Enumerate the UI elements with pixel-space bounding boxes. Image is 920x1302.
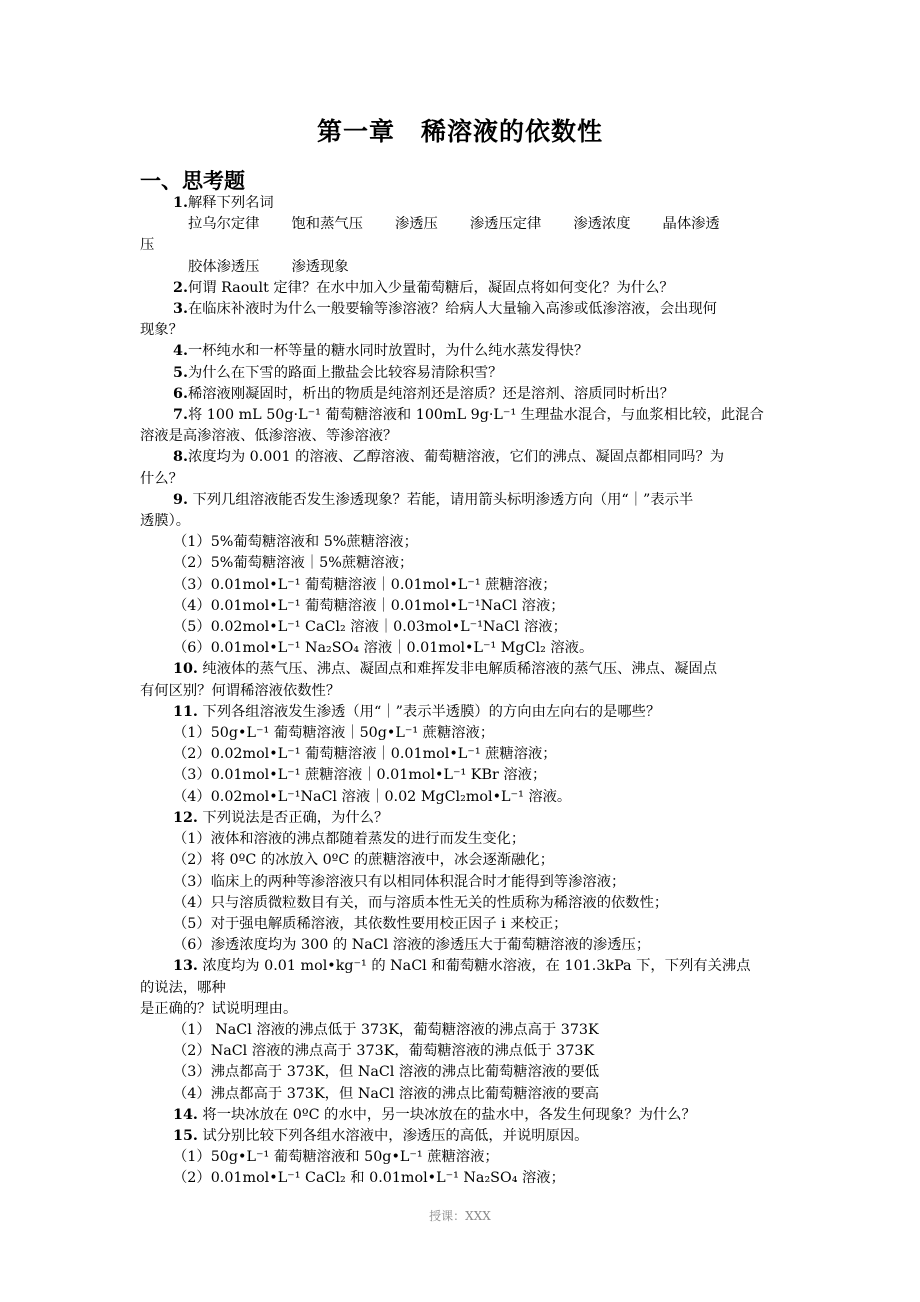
question-text: 何谓 Raoult 定律？在水中加入少量葡萄糖后，凝固点将如何变化？为什么？ <box>187 279 674 296</box>
question-4 <box>140 341 784 362</box>
question-text: 下列说法是否正确，为什么？ <box>197 809 389 826</box>
sub-item: （3）临床上的两种等渗溶液只有以相同体积混合时才能得到等渗溶液； <box>173 873 626 890</box>
question-2 <box>140 278 784 299</box>
question-12 <box>140 808 784 829</box>
sub-item: （5）对于强电解质稀溶液，其依数性要用校正因子 i 来校正； <box>173 915 568 932</box>
question-text: 浓度均为 0.001 的溶液、乙醇溶液、葡萄糖溶液，它们的沸点、凝固点都相同吗？为 <box>187 449 725 466</box>
question-text: 下列各组溶液发生渗透（用“｜”表示半透膜）的方向由左向右的是哪些？ <box>197 703 661 720</box>
question-text: 将 100 mL 50g·L⁻¹ 葡萄糖溶液和 100mL 9g·L⁻¹ 生理盐水混合，与血浆相比较，此混合 <box>187 407 764 424</box>
question-15 <box>140 1126 784 1147</box>
question-14 <box>140 1105 784 1126</box>
question-1 <box>140 193 784 214</box>
sub-item: （5）0.02mol•L⁻¹ CaCl₂ 溶液｜0.03mol•L⁻¹NaCl 溶液； <box>173 619 567 636</box>
question-text: 稀溶液刚凝固时，析出的物质是纯溶剂还是溶质？还是溶剂、溶质同时析出？ <box>187 385 675 402</box>
question-text: 下列几组溶液能否发生渗透现象？若能，请用箭头标明渗透方向（用“｜”表示半 <box>187 491 694 508</box>
question-number: 12. <box>173 809 198 826</box>
question-10-cont: 有何区别？何谓稀溶液依数性？ <box>140 682 341 699</box>
term: 胶体渗透压 <box>188 258 260 275</box>
question-7-cont: 溶液是高渗溶液、低渗溶液、等渗溶液？ <box>140 428 398 445</box>
sub-item: （6）渗透浓度均为 300 的 NaCl 溶液的渗透压大于葡萄糖溶液的渗透压； <box>173 937 651 954</box>
question-number: 7. <box>173 407 188 424</box>
sub-item: （1）液体和溶液的沸点都随着蒸发的进行而发生变化； <box>173 831 526 848</box>
question-13-cont2: 是正确的？试说明理由。 <box>140 1000 298 1017</box>
question-3 <box>140 299 784 320</box>
chapter-title: 第一章 稀溶液的依数性 <box>316 117 603 146</box>
question-text: 纯液体的蒸气压、沸点、凝固点和难挥发非电解质稀溶液的蒸气压、沸点、凝固点 <box>197 661 718 678</box>
term: 渗透压 <box>394 216 438 233</box>
question-text: 解释下列名词 <box>187 195 274 211</box>
question-8-cont: 什么？ <box>140 470 183 487</box>
question-number: 9. <box>173 491 188 508</box>
term-list-2 <box>140 257 784 278</box>
question-text: 浓度均为 0.01 mol•kg⁻¹ 的 NaCl 和葡萄糖水溶液，在 101.3kPa 下，下列有关沸点 <box>197 958 751 975</box>
question-number: 5. <box>173 364 188 381</box>
question-number: 13. <box>173 958 198 975</box>
question-text: 为什么在下雪的路面上撒盐会比较容易清除积雪？ <box>187 364 503 381</box>
question-number: 10. <box>173 661 198 678</box>
question-number: 3. <box>173 301 188 318</box>
question-number: 2. <box>173 279 188 296</box>
sub-item: （2）NaCl 溶液的沸点高于 373K，葡萄糖溶液的沸点低于 373K <box>173 1043 595 1060</box>
term-list-1 <box>140 214 784 235</box>
question-number: 1. <box>173 195 188 211</box>
sub-item: （6）0.01mol•L⁻¹ Na₂SO₄ 溶液｜0.01mol•L⁻¹ MgCl₂ 溶液。 <box>173 640 594 657</box>
question-text: 一杯纯水和一杯等量的糖水同时放置时，为什么纯水蒸发得快？ <box>187 343 589 360</box>
question-13 <box>140 956 784 977</box>
sub-item: （2）0.01mol•L⁻¹ CaCl₂ 和 0.01mol•L⁻¹ Na₂SO₄ 溶液； <box>173 1170 565 1187</box>
question-9-cont: 透膜）。 <box>140 513 191 530</box>
question-text: 将一块冰放在 0ºC 的水中，另一块冰放在的盐水中，各发生何现象？为什么？ <box>197 1106 696 1123</box>
section-heading: 一、思考题 <box>140 168 245 193</box>
question-11 <box>140 702 784 723</box>
sub-item: （4）0.01mol•L⁻¹ 葡萄糖溶液｜0.01mol•L⁻¹NaCl 溶液； <box>173 597 565 614</box>
question-text: 试分别比较下列各组水溶液中，渗透压的高低，并说明原因。 <box>197 1127 589 1144</box>
page-footer: 授课：XXX <box>429 1209 491 1223</box>
sub-item: （4）沸点都高于 373K，但 NaCl 溶液的沸点比葡萄糖溶液的要高 <box>173 1085 600 1102</box>
question-13-cont: 的说法，哪种 <box>140 979 226 996</box>
question-list <box>140 193 784 1190</box>
question-10 <box>140 659 784 680</box>
question-7 <box>140 405 784 426</box>
sub-item: （1）50g•L⁻¹ 葡萄糖溶液和 50g•L⁻¹ 蔗糖溶液； <box>173 1149 499 1166</box>
term: 渗透浓度 <box>573 216 631 233</box>
question-number: 8. <box>173 449 188 466</box>
term-wrap: 压 <box>140 237 155 254</box>
sub-item: （2）0.02mol•L⁻¹ 葡萄糖溶液｜0.01mol•L⁻¹ 蔗糖溶液； <box>173 746 557 763</box>
question-number: 4. <box>173 343 188 360</box>
question-number: 14. <box>173 1106 198 1123</box>
question-9 <box>140 490 784 511</box>
sub-item: （3）沸点都高于 373K，但 NaCl 溶液的沸点比葡萄糖溶液的要低 <box>173 1064 600 1081</box>
sub-item: （1） NaCl 溶液的沸点低于 373K，葡萄糖溶液的沸点高于 373K <box>173 1021 599 1038</box>
term: 拉乌尔定律 <box>188 216 260 233</box>
question-3-cont: 现象？ <box>140 322 183 339</box>
sub-item: （1）50g•L⁻¹ 葡萄糖溶液｜50g•L⁻¹ 蔗糖溶液； <box>173 725 495 742</box>
question-number: 11. <box>173 703 198 720</box>
term: 渗透现象 <box>291 258 349 275</box>
sub-item: （3）0.01mol•L⁻¹ 蔗糖溶液｜0.01mol•L⁻¹ KBr 溶液； <box>173 767 547 784</box>
term: 饱和蒸气压 <box>291 216 363 233</box>
sub-item: （1）5%葡萄糖溶液和 5%蔗糖溶液； <box>173 534 418 551</box>
question-6 <box>140 384 784 405</box>
sub-item: （4）只与溶质微粒数目有关，而与溶质本性无关的性质称为稀溶液的依数性； <box>173 894 669 911</box>
term: 渗透压定律 <box>469 216 542 233</box>
question-5 <box>140 363 784 384</box>
sub-item: （2）5%葡萄糖溶液｜5%蔗糖溶液； <box>173 555 414 572</box>
sub-item: （3）0.01mol•L⁻¹ 葡萄糖溶液｜0.01mol•L⁻¹ 蔗糖溶液； <box>173 576 557 593</box>
sub-item: （2）将 0ºC 的冰放入 0ºC 的蔗糖溶液中，冰会逐渐融化； <box>173 852 555 869</box>
question-8 <box>140 447 784 468</box>
question-number: 15. <box>173 1127 198 1144</box>
question-number: 6. <box>173 385 188 402</box>
term: 晶体渗透 <box>662 216 720 233</box>
question-text: 在临床补液时为什么一般要输等渗溶液？给病人大量输入高渗或低渗溶液，会出现何 <box>187 301 717 318</box>
sub-item: （4）0.02mol•L⁻¹NaCl 溶液｜0.02 MgCl₂mol•L⁻¹ 溶液。 <box>173 788 572 805</box>
